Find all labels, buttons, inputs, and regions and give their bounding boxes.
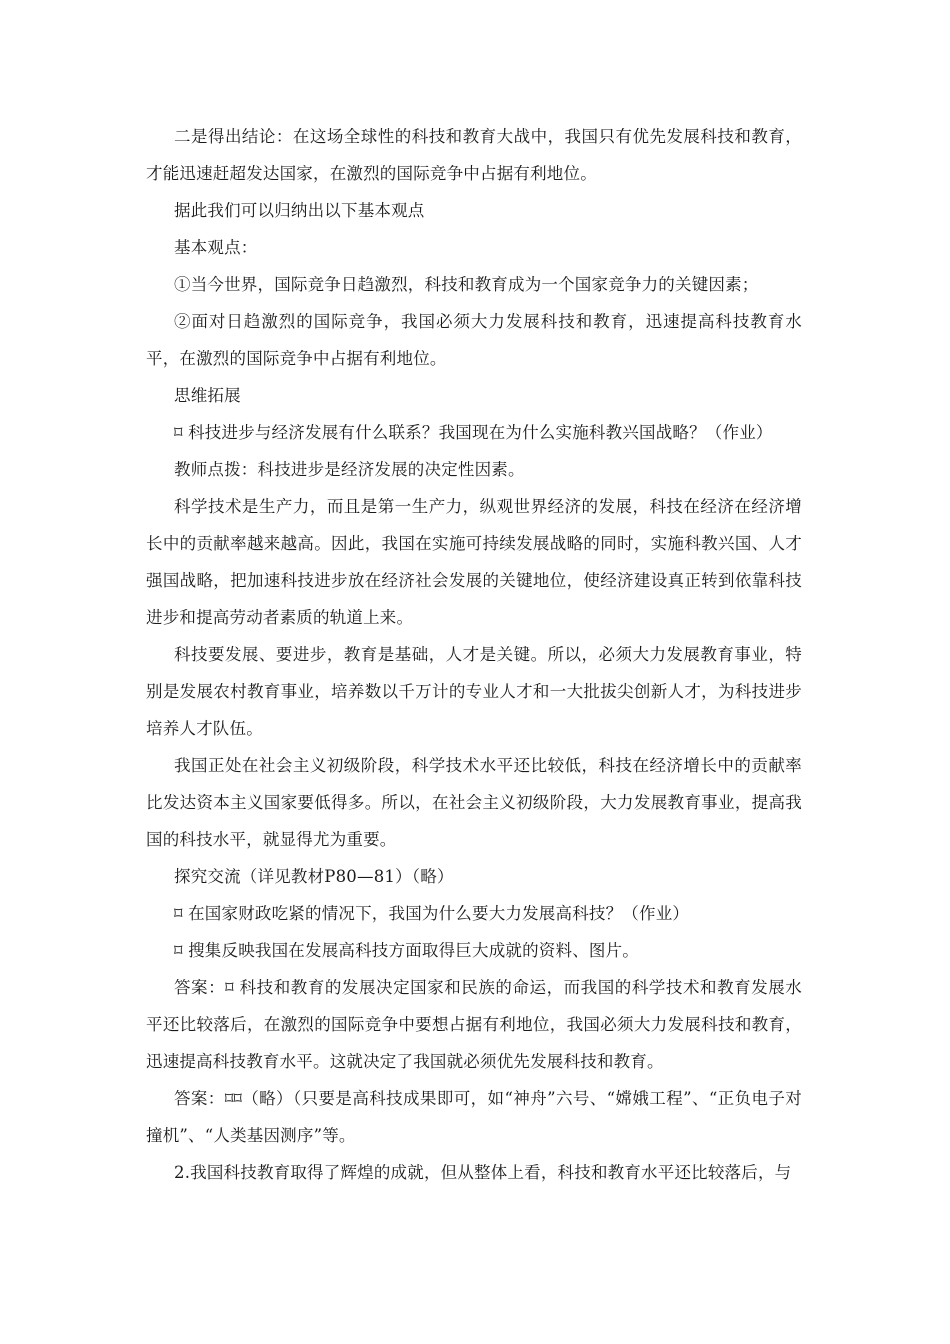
paragraph-point-2: 2.我国科技教育取得了辉煌的成就，但从整体上看，科技和教育水平还比较落后，与 bbox=[174, 1163, 792, 1182]
paragraph-answer-2: 答案：⌑⌑（略）（只要是高科技成果即可，如“神舟”六号、“嫦娥工程”、“正负电子对撞机”、“人类基因测序”等。 bbox=[146, 1089, 802, 1145]
paragraph-education-foundation: 科技要发展、要进步，教育是基础，人才是关键。所以，必须大力发展教育事业，特别是发展农村教育事业，培养数以千万计的专业人才和一大批拔尖创新人才，为科技进步培养人才队伍。 bbox=[146, 645, 802, 738]
paragraph-view-1: ①当今世界，国际竞争日趋激烈，科技和教育成为一个国家竞争力的关键因素； bbox=[174, 275, 759, 294]
paragraph-summary-intro: 据此我们可以归纳出以下基本观点 bbox=[174, 201, 425, 220]
paragraph-view-2: ②面对日趋激烈的国际竞争，我国必须大力发展科技和教育，迅速提高科技教育水平，在激烈的国际竞争中占据有利地位。 bbox=[146, 312, 802, 368]
paragraph-question-2: ⌑ 在国家财政吃紧的情况下，我国为什么要大力发展高科技？（作业） bbox=[174, 904, 690, 923]
paragraph-question-3: ⌑ 搜集反映我国在发展高科技方面取得巨大成就的资料、图片。 bbox=[174, 941, 640, 960]
paragraph-exploration: 探究交流（详见教材P80—81）（略） bbox=[174, 867, 454, 886]
paragraph-science-productivity: 科学技术是生产力，而且是第一生产力，纵观世界经济的发展，科技在经济在经济增长中的贡献率越来越高。因此，我国在实施可持续发展战略的同时，实施科教兴国、人才强国战略，把加速科技进步放在经济社会发展的关键地位，使经济建设真正转到依靠科技进步和提高劳动者素质的轨道上来。 bbox=[146, 497, 802, 627]
document-body bbox=[146, 118, 802, 1191]
paragraph-primary-stage: 我国正处在社会主义初级阶段，科学技术水平还比较低，科技在经济增长中的贡献率比发达资本主义国家要低得多。所以，在社会主义初级阶段，大力发展教育事业，提高我国的科技水平，就显得尤为重要。 bbox=[146, 756, 802, 849]
paragraph-basic-views-heading: 基本观点： bbox=[174, 238, 258, 257]
paragraph-conclusion: 二是得出结论：在这场全球性的科技和教育大战中，我国只有优先发展科技和教育，才能迅速赶超发达国家，在激烈的国际竞争中占据有利地位。 bbox=[146, 127, 802, 183]
paragraph-answer-1: 答案：⌑ 科技和教育的发展决定国家和民族的命运，而我国的科学技术和教育发展水平还比较落后，在激烈的国际竞争中要想占据有利地位，我国必须大力发展科技和教育，迅速提高科技教育水平。这就决定了我国就必须优先发展科技和教育。 bbox=[146, 978, 802, 1071]
paragraph-question-1: ⌑ 科技进步与经济发展有什么联系？我国现在为什么实施科教兴国战略？（作业） bbox=[174, 423, 773, 442]
paragraph-thinking-extension: 思维拓展 bbox=[174, 386, 241, 405]
paragraph-teacher-tip: 教师点拨：科技进步是经济发展的决定性因素。 bbox=[174, 460, 525, 479]
